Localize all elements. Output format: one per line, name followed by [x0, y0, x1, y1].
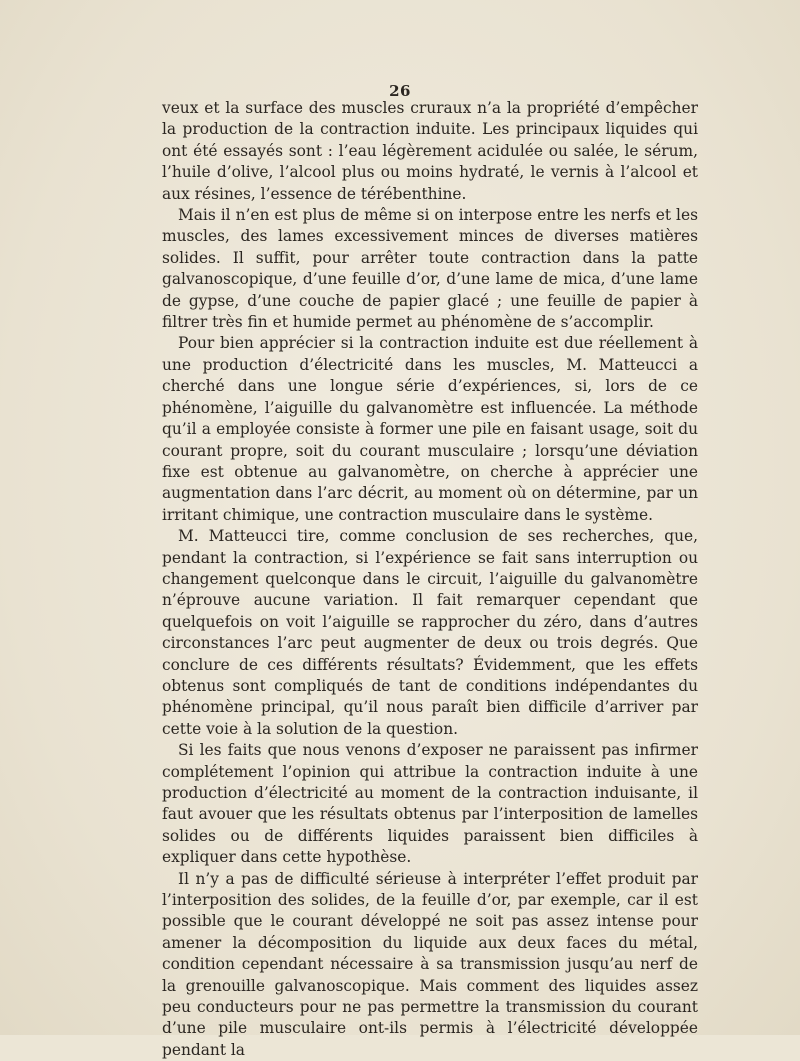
- paragraph: Il n’y a pas de difficulté sérieuse à interpréter l’effet produit par l’interposition des solides, de la feuille d’or, par exemple, car il est possible que le courant développé ne soit pas assez intense pour amener la décomposition du liquide aux deux faces du métal, condition cependant nécessaire à sa transmission jusqu’au nerf de la grenouille galvanoscopique. Mais comment des liquides assez peu conducteurs pour ne pas permettre la transmission du courant d’une pile musculaire ont-ils permis à l’électricité développée pendant la: [162, 869, 698, 1059]
- paragraph: M. Matteucci tire, comme conclusion de ses recherches, que, pendant la contraction, si l’expérience se fait sans interruption ou changement quelconque dans le circuit, l’aiguille du galvanomètre n’éprouve aucune variation. Il fait remarquer cependant que quelquefois on voit l’aiguille se rapprocher du zéro, dans d’autres circonstances l’arc peut augmenter de deux ou trois degrés. Que conclure de ces différents résultats? Évidemment, que les effets obtenus sont compliqués de tant de conditions indépendantes du phénomène principal, qu’il nous paraît bien difficile d’arriver par cette voie à la solution de la question.: [162, 527, 698, 738]
- paragraph-continued: veux et la surface des muscles cruraux n’a la propriété d’empêcher la production de la contraction induite. Les principaux liquides qui ont été essayés sont : l’eau légèrement acidulée ou salée, le sérum, l’huile d’olive, l’alcool plus ou moins hydraté, le vernis à l’alcool et aux résines, l’essence de térébenthine.: [162, 99, 698, 203]
- page-number: 26: [389, 82, 411, 100]
- paragraph: Si les faits que nous venons d’exposer ne paraissent pas infirmer complétement l’opinion qui attribue la contraction induite à une production d’électricité au moment de la contraction induisante, il faut avouer que les résultats obtenus par l’interposition de lamelles solides ou de différents liquides paraissent bien difficiles à expliquer dans cette hypothèse.: [162, 741, 698, 867]
- paragraph: Pour bien apprécier si la contraction induite est due réellement à une production d’électricité dans les muscles, M. Matteucci a cherché dans une longue série d’expériences, si, lors de ce phénomène, l’aiguille du galvanomètre est influencée. La méthode qu’il a employée consiste à former une pile en faisant usage, soit du courant propre, soit du courant musculaire ; lorsqu’une déviation fixe est obtenue au galvanomètre, on cherche à apprécier une augmentation dans l’arc décrit, au moment où on détermine, par un irritant chimique, une contraction musculaire dans le système.: [162, 334, 698, 524]
- body-text: [162, 98, 698, 1061]
- paragraph: Mais il n’en est plus de même si on interpose entre les nerfs et les muscles, des lames excessivement minces de diverses matières solides. Il suffit, pour arrêter toute contraction dans la patte galvanoscopique, d’une feuille d’or, d’une lame de mica, d’une lame de gypse, d’une couche de papier glacé ; une feuille de papier à filtrer très fin et humide permet au phénomène de s’accomplir.: [162, 206, 698, 332]
